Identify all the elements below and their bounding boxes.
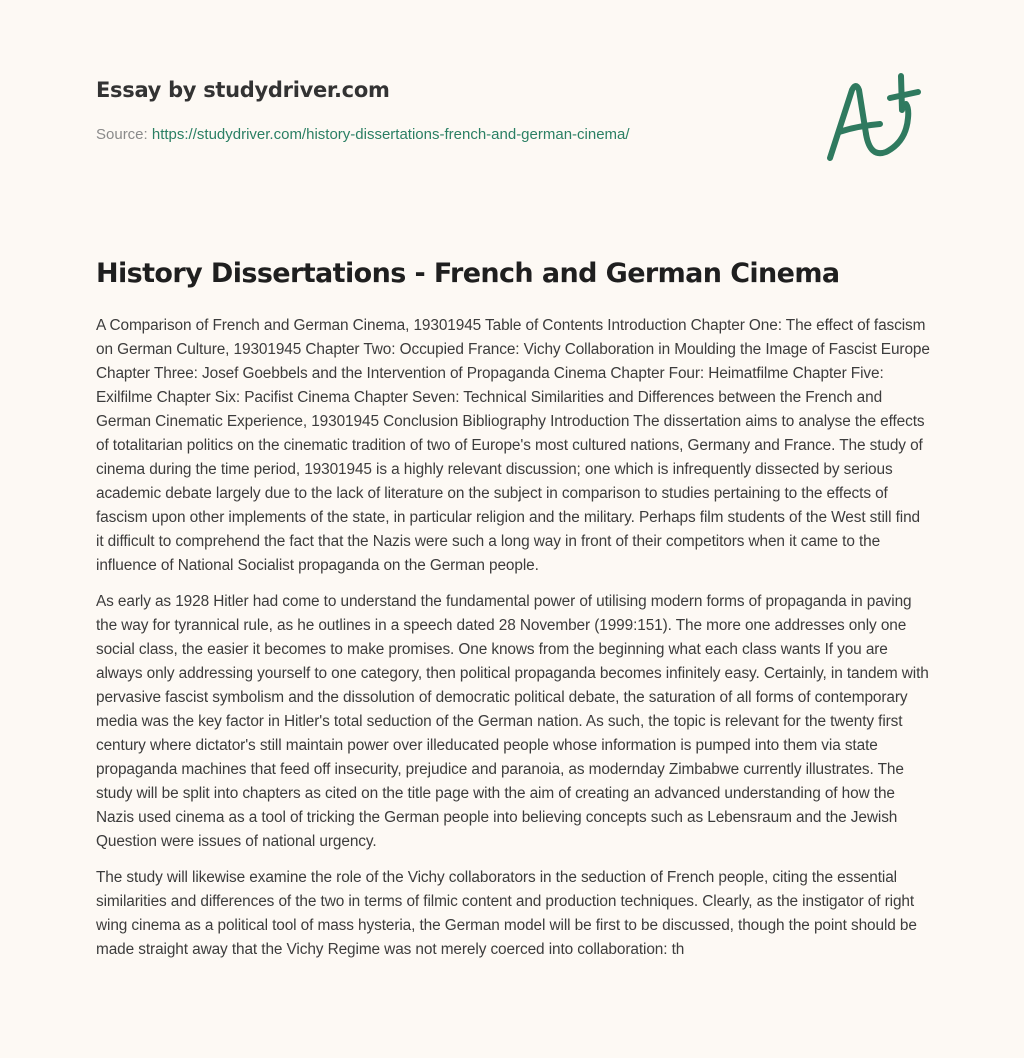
paragraph: The study will likewise examine the role of the Vichy collaborators in the seduction of French people, citing the essential similarities and differences of the two in terms of filmic content and production techniques. Clearly, as the instigator of right wing cinema as a political tool of mass hysteria, the German model will be first to be discussed, though the point should be made straight away that the Vichy Regime was not merely coerced into collaboration: th (96, 869, 917, 958)
site-brand: Essay by studydriver.com (96, 78, 390, 102)
paragraph: As early as 1928 Hitler had come to understand the fundamental power of utilising modern forms of propaganda in paving the way for tyrannical rule, as he outlines in a speech dated 28 November (1999:151). The more one addresses only one social class, the easier it becomes to make promises. One knows from the beginning what each class wants If you are always only addressing yourself to one category, then political propaganda becomes infinitely easy. Certainly, in tandem with pervasive fascist symbolism and the dissolution of democratic political debate, the saturation of all forms of contemporary media was the key factor in Hitler's total seduction of the German nation. As such, the topic is relevant for the twenty first century where dictator's still maintain power over illeducated people whose information is pumped into them via state propaganda machines that feed off insecurity, prejudice and paranoia, as modernday Zimbabwe currently illustrates. The study will be split into chapters as cited on the title page with the aim of creating an advanced understanding of how the Nazis used cinema as a tool of tricking the German people into believing concepts such as Lebensraum and the Jewish Question were issues of national urgency. (96, 593, 929, 850)
page-header (96, 76, 916, 145)
source-label: Source: (96, 126, 148, 143)
source-line (96, 125, 916, 145)
article-body (96, 314, 930, 974)
a-plus-grade-icon (822, 68, 932, 168)
article-title: History Dissertations - French and German Cinema (96, 258, 840, 289)
source-link[interactable]: https://studydriver.com/history-dissertations-french-and-german-cinema/ (151, 126, 630, 143)
paragraph: A Comparison of French and German Cinema, 19301945 Table of Contents Introduction Chapter One: The effect of fascism on German Culture, 19301945 Chapter Two: Occupied France: Vichy Collaboration in Moulding the Image of Fascist Europe Chapter Three: Josef Goebbels and the Intervention of Propaganda Cinema Chapter Four: Heimatfilme Chapter Five: Exilfilme Chapter Six: Pacifist Cinema Chapter Seven: Technical Similarities and Differences between the French and German Cinematic Experience, 19301945 Conclusion Bibliography Introduction The dissertation aims to analyse the effects of totalitarian politics on the cinematic tradition of two of Europe's most cultured nations, Germany and France. The study of cinema during the time period, 19301945 is a highly relevant discussion; one which is infrequently dissected by serious academic debate largely due to the lack of literature on the subject in comparison to studies pertaining to the effects of fascism upon other implements of the state, in particular religion and the military. Perhaps film students of the West still find it difficult to comprehend the fact that the Nazis were such a long way in front of their competitors when it came to the influence of National Socialist propaganda on the German people. (96, 317, 930, 574)
